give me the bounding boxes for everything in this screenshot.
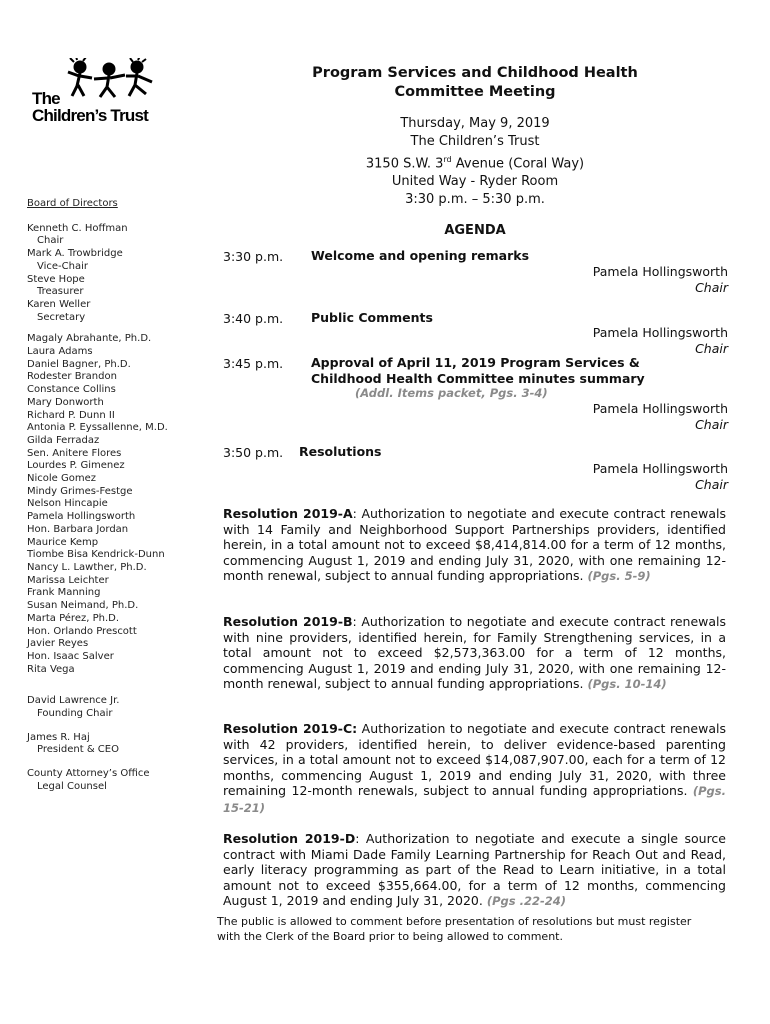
meeting-hours: 3:30 p.m. – 5:30 p.m.	[405, 192, 545, 208]
presenter-role: Chair	[695, 340, 728, 356]
member-name: Marissa Leichter	[27, 574, 109, 586]
agenda-presenter	[593, 461, 728, 492]
title-line2: Committee Meeting	[394, 84, 556, 100]
presenter-role: Chair	[695, 279, 728, 295]
member-name: Hon. Isaac Salver	[27, 650, 114, 662]
member-name: Maurice Kemp	[27, 536, 99, 548]
agenda-item-title	[311, 355, 645, 387]
resolution-pages: (Pgs. 10-14)	[587, 677, 667, 692]
resolution-pages: (Pgs. 15-21)	[223, 784, 726, 815]
member-name: Lourdes P. Gimenez	[27, 460, 125, 472]
addl-items-note: (Addl. Items packet, Pgs. 3-4)	[355, 386, 548, 400]
agenda-presenter	[593, 264, 728, 295]
meeting-title	[270, 64, 680, 102]
extra-role: President & CEO	[37, 744, 119, 756]
member-name: Gilda Ferradaz	[27, 434, 100, 446]
meeting-date: Thursday, May 9, 2019	[400, 116, 550, 131]
agenda-heading: AGENDA	[444, 223, 506, 238]
member-name: Magaly Abrahante, Ph.D.	[27, 333, 152, 345]
presenter-name: Pamela Hollingsworth	[592, 401, 728, 416]
officer-role: Vice-Chair	[37, 260, 88, 272]
agenda-item-title: Resolutions	[299, 444, 382, 459]
item-title-line2: Childhood Health Committee minutes summary	[311, 371, 645, 386]
resolution-2019-c	[223, 721, 726, 817]
resolution-pages: (Pgs. 5-9)	[587, 569, 651, 584]
officer-role: Treasurer	[37, 286, 84, 298]
officer-name: Mark A. Trowbridge	[27, 248, 123, 260]
presenter-name: Pamela Hollingsworth	[592, 264, 728, 279]
officer-name: Steve Hope	[27, 273, 85, 285]
presenter-role: Chair	[695, 476, 728, 492]
officer-name: Karen Weller	[27, 298, 91, 310]
title-line1: Program Services and Childhood Health	[312, 65, 638, 81]
public-comment-note	[217, 914, 737, 944]
resolution-2019-d	[223, 831, 726, 910]
presenter-name: Pamela Hollingsworth	[592, 325, 728, 340]
member-name: Richard P. Dunn II	[27, 409, 115, 421]
meeting-details	[270, 115, 680, 209]
president-ceo	[27, 732, 207, 757]
member-name: Rodester Brandon	[27, 371, 117, 383]
member-name: Nicole Gomez	[27, 473, 96, 485]
agenda-item-title: Public Comments	[311, 310, 433, 325]
member-name: Frank Manning	[27, 587, 101, 599]
member-name: Nancy L. Lawther, Ph.D.	[27, 561, 147, 573]
member-name: Nelson Hincapie	[27, 498, 108, 510]
extra-role: Founding Chair	[37, 708, 113, 720]
presenter-name: Pamela Hollingsworth	[592, 461, 728, 476]
meeting-venue: The Children’s Trust	[410, 134, 540, 149]
address-post: Avenue (Coral Way)	[451, 156, 585, 172]
member-name: Mary Donworth	[27, 396, 104, 408]
item-title-line1: Approval of April 11, 2019 Program Services &	[311, 355, 640, 370]
resolution-label: Resolution 2019-D	[223, 831, 356, 846]
logo-line2: Children’s Trust	[32, 106, 148, 125]
member-name: Javier Reyes	[27, 638, 89, 650]
address-pre: 3150 S.W. 3	[365, 156, 444, 172]
logo-line1: The	[32, 89, 60, 108]
officer-name: Kenneth C. Hoffman	[27, 222, 128, 234]
address-sup: rd	[443, 155, 452, 164]
member-name: Hon. Barbara Jordan	[27, 523, 129, 535]
board-of-directors-sidebar	[27, 198, 207, 805]
note-line1: The public is allowed to comment before presentation of resolutions but must register	[217, 915, 692, 928]
resolution-2019-b	[223, 614, 726, 693]
agenda-time: 3:50 p.m.	[223, 445, 284, 460]
member-name: Marta Pérez, Ph.D.	[27, 612, 119, 624]
resolution-label: Resolution 2019-A	[223, 506, 353, 521]
member-name: Constance Collins	[27, 384, 116, 396]
agenda-time: 3:40 p.m.	[223, 311, 284, 326]
meeting-room: United Way - Ryder Room	[391, 174, 559, 190]
member-name: Rita Vega	[27, 663, 75, 675]
resolution-text: Authorization to negotiate and execute contract renewals with 42 providers, identified herein, to deliver evidence-based parenting services, in a total amount not to exceed $14,087,907.00, each for a term of 12 months, commencing August 1, 2019 and ending July 31, 2020, with three remaining 12-month renewals, subject to annual funding appropriations.	[223, 721, 726, 799]
note-line2: with the Clerk of the Board prior to being allowed to comment.	[217, 930, 563, 943]
member-name: Tiombe Bisa Kendrick-Dunn	[27, 549, 165, 561]
resolution-label: Resolution 2019-C:	[223, 721, 358, 736]
member-name: Laura Adams	[27, 346, 93, 358]
extra-name: James R. Haj	[27, 731, 90, 743]
member-name: Hon. Orlando Prescott	[27, 625, 137, 637]
extra-name: County Attorney’s Office	[27, 768, 150, 780]
childrens-trust-logo	[30, 58, 170, 133]
member-name: Pamela Hollingsworth	[27, 511, 136, 523]
agenda-item-title: Welcome and opening remarks	[311, 248, 530, 263]
resolution-text: : Authorization to negotiate and execute contract renewals with nine providers, identified herein, for Family Strengthening services, in a total amount not to exceed $2,573,363.00 for a term of 12 months, commencing August 1, 2019 and ending July 31, 2020, with one remaining 12-month renewal, subject to annual funding appropriations.	[223, 614, 727, 692]
officer-list	[27, 223, 207, 325]
resolution-text: : Authorization to negotiate and execute contract renewals with 14 Family and Neighborhood Support Partnerships providers, identified herein, in a total amount not to exceed $8,414,814.00 for a term of 12 months, commencing August 1, 2019 and ending July 31, 2020, with one remaining 12-month renewal, subject to annual funding appropriations.	[223, 506, 726, 584]
resolution-pages: (Pgs .22-24)	[486, 894, 566, 909]
board-heading: Board of Directors	[27, 198, 118, 209]
resolution-text: : Authorization to negotiate and execute a single source contract with Miami Dade Family Learning Partnership for Reach Out and Read, early literacy programming as part of the Read to Learn initiative, in a total amount not to exceed $355,664.00, for a term of 12 months, commencing August 1, 2019 and ending July 31, 2020.	[223, 831, 726, 909]
extra-role: Legal Counsel	[37, 780, 107, 792]
member-name: Antonia P. Eyssallenne, M.D.	[27, 422, 168, 434]
agenda-presenter	[593, 325, 728, 356]
presenter-role: Chair	[695, 416, 728, 432]
resolution-label: Resolution 2019-B	[223, 614, 353, 629]
officer-role: Secretary	[37, 311, 86, 323]
resolution-2019-a	[223, 506, 726, 585]
member-list	[27, 333, 207, 676]
member-name: Susan Neimand, Ph.D.	[27, 600, 139, 612]
officer-role: Chair	[37, 235, 64, 247]
member-name: Mindy Grimes-Festge	[27, 485, 133, 497]
founding-chair	[27, 695, 207, 720]
member-name: Sen. Anitere Flores	[27, 447, 122, 459]
agenda-presenter	[593, 401, 728, 432]
member-name: Daniel Bagner, Ph.D.	[27, 358, 131, 370]
extra-name: David Lawrence Jr.	[27, 695, 120, 707]
meeting-address	[270, 151, 680, 173]
legal-counsel	[27, 768, 207, 793]
agenda-time: 3:45 p.m.	[223, 356, 284, 371]
agenda-time: 3:30 p.m.	[223, 249, 284, 264]
